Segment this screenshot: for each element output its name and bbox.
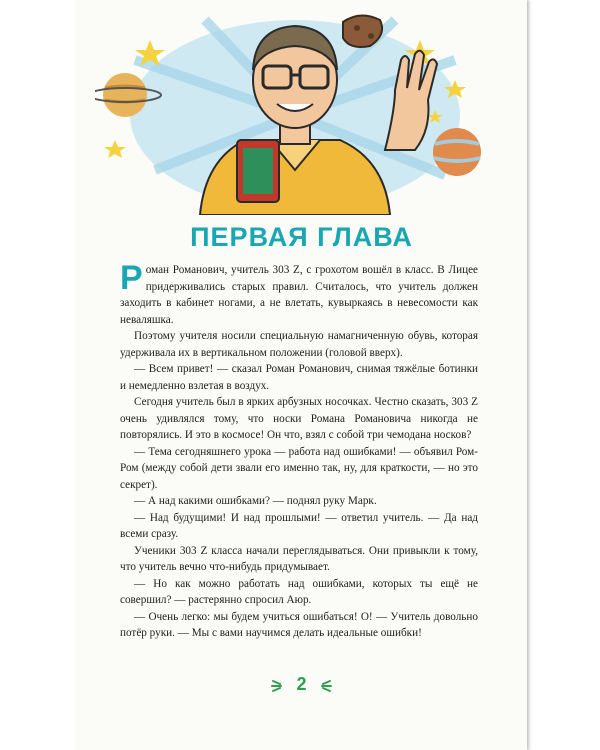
paragraph: — Очень легко: мы будем учиться ошибаться! О! — Учитель довольно потёр руки. — Мы с вами научимся делать идеальные ошибки! [120,610,478,639]
chapter-title: ПЕРВАЯ ГЛАВА [190,222,413,252]
page-number-area [76,674,527,695]
striped-planet [433,128,481,176]
paragraph: — А над какими ошибками? — поднял руку Марк. [134,495,377,507]
sparkle-left-icon [270,678,284,694]
chapter-body-text [120,259,478,642]
chapter-illustration [95,0,495,215]
paragraph: Сегодня учитель был в ярких арбузных носочках. Честно сказать, 303 Z очень удивлялся тому, что носки Романа Романовича никогда не повторялись. И это в космосе! Он что, взял с собой три чемодана носков? [120,396,478,441]
paragraph: — Над будущими! И над прошлыми! — ответил учитель. — Да над всеми сразу. [120,511,478,540]
drop-cap: Р [120,259,143,297]
paragraph: — Всем привет! — сказал Роман Романович, снимая тяжёлые ботинки и немедленно взлетая в воздух. [120,363,478,392]
paragraph: Поэтому учителя носили специальную намагниченную обувь, которая удерживала их в вертикальном положении (головой вверх). [120,330,478,359]
paragraph: Роман Романович, учитель 303 Z, с грохотом вошёл в класс. В Лицее придерживались старых правил. Считалось, что учитель должен заходить в кабинет ногами, а не влетать, кувыркаясь в невесомости как неваляшка. [120,259,478,326]
paragraph: — Тема сегодняшнего урока — работа над ошибками! — объявил Ром-Ром (между собой дети звали его именно так, ну, для краткости, — но это секрет). [120,445,478,491]
page-number: 2 [296,674,307,694]
paragraph: Ученики 303 Z класса начали переглядываться. Они привыкли к тому, что учитель вечно что-нибудь придумывает. [120,544,478,573]
asteroid [343,15,382,47]
paragraph: — Но как можно работать над ошибками, которых ты ещё не совершил? — растерянно спросил Аюр. [120,577,478,606]
sparkle-right-icon [319,678,333,694]
